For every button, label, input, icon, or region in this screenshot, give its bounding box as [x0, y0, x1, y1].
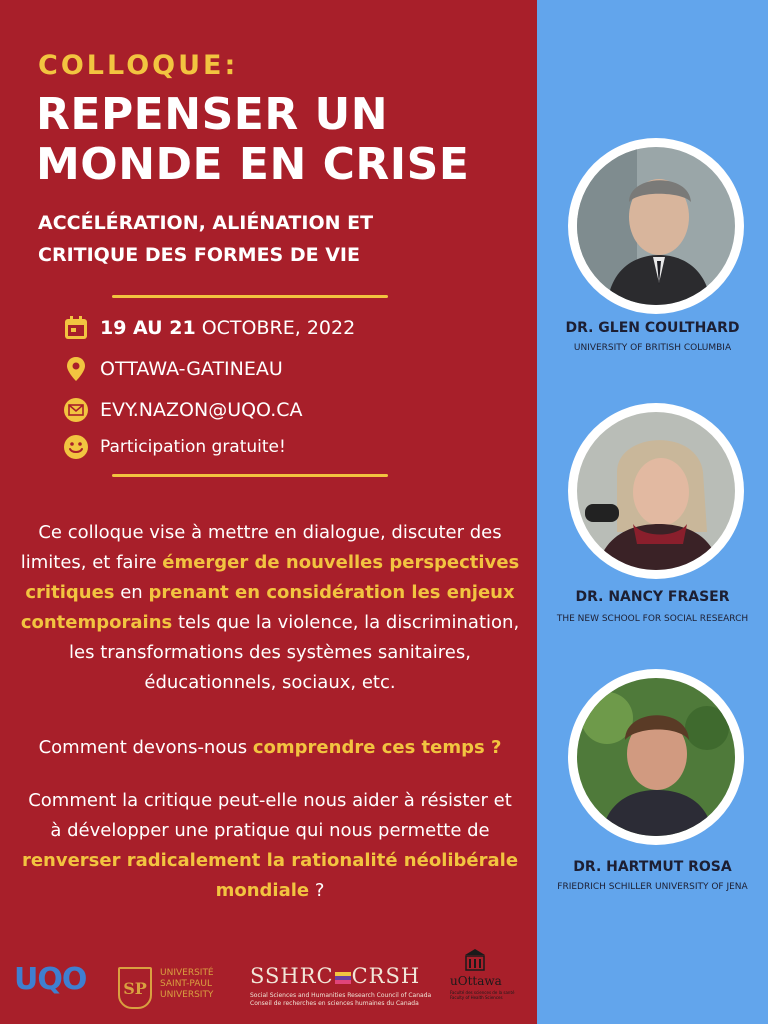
desc-highlight: prenant en considération les enjeux contemporains [20, 582, 515, 633]
desc-text: en [114, 582, 149, 603]
uottawa-name: uOttawa [450, 974, 502, 988]
portrait-image [577, 147, 735, 305]
smiley-icon [62, 433, 90, 461]
crsh-text: CRSH [351, 964, 421, 988]
event-kicker: COLLOQUE: [38, 50, 239, 81]
event-title [36, 90, 469, 190]
question-paragraph-2 [20, 786, 520, 906]
title-line-1: REPENSER UN [36, 89, 389, 140]
subtitle-line-2: CRITIQUE DES FORMES DE VIE [38, 244, 360, 266]
sshrc-flag-icon [335, 972, 351, 984]
speaker-name: DR. NANCY FRASER [575, 589, 730, 605]
question-text: Comment devons-nous [38, 737, 253, 758]
portrait-image [577, 678, 735, 836]
divider-bottom [112, 474, 388, 477]
location-pin-icon [62, 355, 90, 383]
speaker-photo-coulthard [568, 138, 744, 314]
desc-highlight: émerger de nouvelles perspectives critiques [25, 552, 520, 603]
speaker-photo-fraser [568, 403, 744, 579]
mail-icon [62, 396, 90, 424]
saint-paul-logo-text: UNIVERSITÉ SAINT-PAUL UNIVERSITY [160, 968, 214, 1000]
email-link[interactable]: EVY.NAZON@UQO.CA [100, 399, 303, 421]
desc-text: tels que la violence, la discrimination, les transformations des systèmes sanitaires, éducationnels, sociaux, etc. [69, 612, 520, 693]
sshrc-subtitle: Social Sciences and Humanities Research Council of Canada Conseil de recherches en sciences humaines du Canada [250, 992, 432, 1007]
date-row [62, 314, 355, 342]
email-row[interactable] [62, 396, 303, 424]
location-row [62, 355, 283, 383]
question-highlight: comprendre ces temps ? [252, 737, 502, 758]
saint-paul-crest-icon: SP [118, 967, 152, 1009]
sshrc-logo [250, 964, 420, 988]
uottawa-building-icon [464, 948, 486, 972]
speaker-name: DR. GLEN COULTHARD [565, 320, 740, 336]
price-text: Participation gratuite! [100, 437, 286, 457]
title-line-2: MONDE EN CRISE [36, 139, 470, 190]
uottawa-faculty: Faculté des sciences de la santé Faculty of Health Sciences [450, 990, 515, 1000]
price-row [62, 433, 286, 461]
question-paragraph-1 [20, 733, 520, 763]
description-paragraph [20, 518, 520, 698]
speaker-affiliation: FRIEDRICH SCHILLER UNIVERSITY OF JENA [557, 882, 748, 892]
calendar-icon [62, 314, 90, 342]
question-highlight: renverser radicalement la rationalité néolibérale mondiale [21, 850, 519, 901]
speaker-affiliation: UNIVERSITY OF BRITISH COLUMBIA [573, 343, 732, 353]
sshrc-text: SSHRC [250, 964, 334, 988]
uqo-logo: UQO [14, 962, 87, 997]
uottawa-logo [450, 948, 515, 1000]
sponsor-logos [0, 940, 537, 1024]
speaker-affiliation: THE NEW SCHOOL FOR SOCIAL RESEARCH [556, 614, 749, 624]
desc-text: Ce colloque vise à mettre en dialogue, discuter des limites, et faire [20, 522, 502, 573]
divider-top [112, 295, 388, 298]
subtitle-line-1: ACCÉLÉRATION, ALIÉNATION ET [38, 212, 374, 234]
date-month-year: OCTOBRE, 2022 [195, 317, 356, 339]
portrait-image [577, 412, 735, 570]
date-days: 19 AU 21 [100, 317, 196, 339]
event-subtitle [38, 207, 373, 271]
location-text: OTTAWA-GATINEAU [100, 358, 283, 380]
speaker-name: DR. HARTMUT ROSA [573, 859, 732, 875]
question-text: ? [309, 880, 325, 901]
speaker-photo-rosa [568, 669, 744, 845]
question-text: Comment la critique peut-elle nous aider à résister et à développer une pratique qui nous permette de [28, 790, 512, 841]
